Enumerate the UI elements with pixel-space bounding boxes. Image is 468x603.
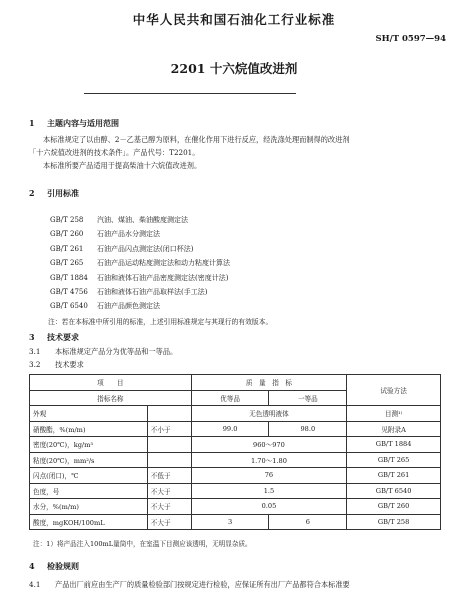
- reference-code: GB/T 4756: [50, 288, 88, 297]
- header-name: 指标名称: [30, 390, 192, 406]
- reference-title: 石油产品颜色测定法: [97, 302, 160, 311]
- cell-method: 目测¹⁾: [347, 406, 441, 422]
- reference-title: 石油和液体石油产品取样法(手工法): [97, 288, 208, 297]
- standard-header: 中华人民共和国石油化工行业标准: [132, 12, 336, 27]
- cell-item: 粘度(20℃)，mm²/s: [30, 452, 148, 468]
- section-1-heading: [29, 118, 119, 129]
- subsection-text: 本标准规定产品分为优等品和一等品。: [55, 347, 178, 356]
- cell-item: 密度(20℃)，kg/m³: [30, 437, 148, 453]
- table-row: [30, 437, 441, 453]
- section-1-para-1: 本标准规定了以由醇、2－乙基己醇为原料，在催化作用下进行反应，经洗涤处理而制得的改进剂: [43, 135, 350, 144]
- subsection-number: 3.2: [29, 360, 41, 369]
- cell-value-premium: 3: [191, 514, 269, 530]
- cell-method: GB/T 6540: [347, 483, 441, 499]
- subsection-number: 4.1: [29, 580, 41, 589]
- table-row: [30, 499, 441, 515]
- cell-item: 外观: [30, 406, 148, 422]
- cell-limit: 不大于: [147, 483, 191, 499]
- reference-title: 石油和液体石油产品密度测定法(密度计法): [97, 273, 229, 282]
- cell-value: 0.05: [191, 499, 347, 515]
- section-4-heading: [29, 561, 79, 572]
- cell-limit: 不小于: [147, 421, 191, 437]
- header-item: 项 目: [30, 375, 192, 391]
- cell-value: 无色透明液体: [191, 406, 347, 422]
- reference-item: [50, 271, 230, 285]
- header-quality: 质 量 指 标: [191, 375, 347, 391]
- reference-item: [50, 256, 230, 270]
- cell-value-premium: 99.0: [191, 421, 269, 437]
- cell-value: 960～970: [191, 437, 347, 453]
- cell-value-first: 98.0: [269, 421, 347, 437]
- cell-item: 闪点(闭口)，℃: [30, 468, 148, 484]
- section-3-heading: [29, 332, 79, 343]
- reference-item: [50, 299, 230, 313]
- section-number: 3: [29, 332, 35, 342]
- cell-item: 水分，%(m/m): [30, 499, 148, 515]
- reference-title: 汽油、煤油、柴油酸度测定法: [97, 216, 188, 224]
- section-title: 技术要求: [47, 332, 79, 342]
- subsection-text: 产品出厂前应由生产厂的质量检验部门按规定进行检验，应保证所有出厂产品都符合本标准要: [55, 580, 350, 589]
- cell-item: 酸度，mgKOH/100mL: [30, 514, 148, 530]
- subsection-3-1: [29, 347, 177, 357]
- document-title: 2201 十六烷值改进剂: [170, 61, 298, 76]
- cell-item: 色度，号: [30, 483, 148, 499]
- section-1-para-2: 「十六烷值改进剂的技术条件」。产品代号：T2201。: [29, 148, 200, 157]
- reference-code: GB/T 1884: [50, 273, 88, 282]
- cell-value: 1.70～1.80: [191, 452, 347, 468]
- reference-code: GB/T 265: [50, 259, 84, 268]
- reference-item: [50, 285, 230, 299]
- cell-limit: 不大于: [147, 514, 191, 530]
- cell-value: 76: [191, 468, 347, 484]
- cell-item: 硝酸酯，%(m/m): [30, 421, 148, 437]
- section-1-para-3: 本标准所要产品适用于提高柴油十六烷值改进剂。: [43, 161, 202, 170]
- table-row: [30, 452, 441, 468]
- reference-code: GB/T 6540: [50, 302, 88, 311]
- header-grade-premium: 优等品: [191, 390, 269, 406]
- reference-item: [50, 227, 230, 241]
- table-header-row: [30, 375, 441, 391]
- spec-table: [29, 374, 441, 530]
- cell-method: GB/T 261: [347, 468, 441, 484]
- reference-title: 石油产品闪点测定法(闭口杯法): [97, 244, 194, 253]
- reference-list: [50, 213, 230, 314]
- cell-method: GB/T 258: [347, 514, 441, 530]
- cell-limit: [147, 437, 191, 453]
- table-row: [30, 468, 441, 484]
- header-grade-first: 一等品: [269, 390, 347, 406]
- cell-limit: [147, 406, 191, 422]
- cell-value: 1.5: [191, 483, 347, 499]
- reference-item: [50, 213, 230, 227]
- cell-method: 见附录A: [347, 421, 441, 437]
- table-row: [30, 406, 441, 422]
- cell-limit: [147, 452, 191, 468]
- table-row: [30, 483, 441, 499]
- cell-limit: 不低于: [147, 468, 191, 484]
- reference-code: GB/T 260: [50, 230, 84, 239]
- cell-method: GB/T 260: [347, 499, 441, 515]
- table-row: [30, 421, 441, 437]
- title-divider: [84, 93, 296, 94]
- reference-note: 注：若在本标准中所引用的标准，上述引用标准规定与其现行的有效版本。: [48, 318, 273, 326]
- header-method: 试验方法: [347, 375, 441, 406]
- cell-value-first: 6: [269, 514, 347, 530]
- cell-limit: 不大于: [147, 499, 191, 515]
- subsection-text: 技术要求: [55, 360, 84, 369]
- section-title: 引用标准: [47, 188, 79, 198]
- reference-item: [50, 242, 230, 256]
- table-note: 注：1）将产品注入100mL量筒中，在室温下目测应该透明，无明显杂质。: [33, 540, 252, 548]
- cell-method: GB/T 1884: [347, 437, 441, 453]
- reference-title: 石油产品水分测定法: [97, 230, 160, 239]
- section-title: 检验规则: [47, 561, 79, 571]
- section-2-heading: [29, 188, 79, 199]
- reference-title: 石油产品运动粘度测定法和动力粘度计算法: [97, 259, 230, 268]
- section-title: 主题内容与适用范围: [47, 118, 119, 128]
- subsection-4-1: [29, 580, 441, 590]
- section-number: 2: [29, 188, 35, 198]
- subsection-number: 3.1: [29, 347, 41, 356]
- section-number: 1: [29, 118, 35, 128]
- reference-code: GB/T 261: [50, 244, 84, 253]
- cell-method: GB/T 265: [347, 452, 441, 468]
- subsection-3-2: [29, 360, 84, 370]
- section-number: 4: [29, 561, 35, 571]
- table-row: [30, 514, 441, 530]
- reference-code: GB/T 258: [50, 216, 84, 224]
- standard-number: SH/T 0597—94: [375, 34, 446, 44]
